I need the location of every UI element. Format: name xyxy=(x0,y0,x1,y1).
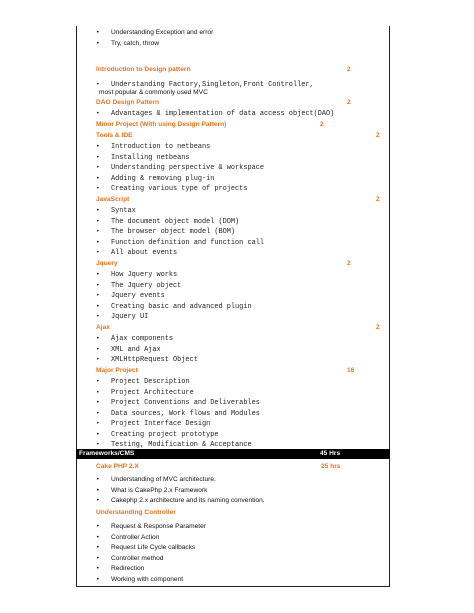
list-item-text: Advantages & implementation of data access object(DAO) xyxy=(111,110,335,118)
list-item xyxy=(77,312,389,322)
frameworks-title: Frameworks/CMS xyxy=(79,450,135,457)
bullet-icon: • xyxy=(96,185,100,192)
bullet-icon: • xyxy=(96,441,100,448)
bullet-icon: • xyxy=(96,207,100,214)
list-item-text: Syntax xyxy=(111,207,136,215)
list-item-text: Installing netbeans xyxy=(111,153,190,162)
list-item-text: What is CakePhp 2.x Framework xyxy=(111,486,208,494)
list-item xyxy=(77,248,389,258)
list-item-text: Data sources, Work flows and Modules xyxy=(111,409,260,418)
list-item xyxy=(77,533,389,543)
bullet-icon: • xyxy=(96,523,100,530)
list-item xyxy=(77,270,389,280)
section-title: Minor Project (With using Design Pattern) xyxy=(96,121,227,128)
bullet-icon: • xyxy=(96,554,100,562)
bullet-icon: • xyxy=(96,575,100,583)
bullet-icon: • xyxy=(96,565,100,572)
list-item xyxy=(77,345,389,355)
section-heading xyxy=(77,65,389,75)
section-heading xyxy=(77,98,389,108)
bullet-icon: • xyxy=(96,164,100,171)
list-item-text: Project Description xyxy=(111,378,190,386)
list-item-text: XML and Ajax xyxy=(111,345,161,354)
section-hours: 2 xyxy=(376,324,380,331)
bullet-icon: • xyxy=(96,238,100,246)
list-item-text: Try, catch, throw xyxy=(111,40,159,47)
bullet-icon: • xyxy=(96,313,100,320)
section-heading xyxy=(77,462,389,472)
list-item-text: Adding & removing plug-in xyxy=(111,174,215,183)
bullet-icon: • xyxy=(96,430,100,438)
list-item xyxy=(77,142,389,152)
list-item xyxy=(77,217,389,227)
list-item-text: Testing, Modification & Acceptance xyxy=(111,441,252,449)
list-item xyxy=(77,39,389,49)
section-heading xyxy=(77,195,389,205)
bullet-icon: • xyxy=(96,409,100,417)
list-item xyxy=(77,522,389,532)
list-item-text: Introduction to netbeans xyxy=(111,143,211,151)
list-item xyxy=(77,575,389,585)
list-item-text: Ajax components xyxy=(111,335,174,343)
section-heading xyxy=(77,259,389,269)
list-item-text: Project Architecture xyxy=(111,388,194,397)
bullet-icon: • xyxy=(96,399,100,406)
section-hours: 2 xyxy=(320,121,324,128)
section-title: Ajax xyxy=(96,324,110,331)
section-hours: 2 xyxy=(347,66,351,73)
list-item xyxy=(77,496,389,506)
section-title: Major Project xyxy=(96,367,138,374)
list-item-text: Request Life Cycle callbacks xyxy=(111,544,196,551)
list-item-continuation xyxy=(77,88,389,98)
list-item-text: Jquery events xyxy=(111,292,165,300)
bullet-icon: • xyxy=(96,476,100,483)
list-item xyxy=(77,227,389,237)
list-item xyxy=(77,475,389,485)
bullet-icon: • xyxy=(96,420,100,427)
list-item-text: The Jquery object xyxy=(111,281,182,290)
list-item-text: How Jquery works xyxy=(111,271,178,279)
section-hours: 2 xyxy=(376,132,380,139)
bullet-icon: • xyxy=(96,356,100,363)
section-hours: 2 xyxy=(376,196,380,203)
list-item-text: All about events xyxy=(111,249,178,257)
bullet-icon: • xyxy=(96,292,100,299)
list-item xyxy=(77,28,389,38)
list-item xyxy=(77,543,389,553)
bullet-icon: • xyxy=(96,174,100,182)
list-item-text: Working with component xyxy=(111,575,184,583)
list-item xyxy=(77,238,389,248)
bullet-icon: • xyxy=(96,345,100,353)
list-item xyxy=(77,281,389,291)
section-title: DAO Design Pattern xyxy=(96,99,160,106)
list-item-text: Request & Response Parameter xyxy=(111,523,206,530)
bullet-icon: • xyxy=(96,302,100,310)
list-item xyxy=(77,388,389,398)
bullet-icon: • xyxy=(96,143,100,150)
list-item-text: Creating various type of projects xyxy=(111,185,248,193)
bullet-icon: • xyxy=(96,249,100,256)
list-item-text: Understanding Factory,Singleton,Front Controller, xyxy=(111,81,314,89)
section-title: Tools & IDE xyxy=(96,132,133,139)
list-item xyxy=(77,163,389,173)
continuation-text: most popular & commonly used MVC xyxy=(99,89,208,96)
section-hours: 25 hrs xyxy=(321,463,341,470)
section-hours: 2 xyxy=(347,260,351,267)
list-item xyxy=(77,564,389,574)
bullet-icon: • xyxy=(96,533,100,541)
list-item-text: Understanding Exception and error xyxy=(111,29,214,36)
list-item-text: Creating project prototype xyxy=(111,430,219,439)
list-item xyxy=(77,554,389,564)
list-item xyxy=(77,302,389,312)
section-heading xyxy=(77,323,389,333)
section-heading xyxy=(77,508,389,518)
list-item-text: Project Conventions and Deliverables xyxy=(111,399,260,407)
section-heading xyxy=(77,366,389,376)
list-item-text: Controller method xyxy=(111,554,164,562)
list-item xyxy=(77,419,389,429)
bullet-icon: • xyxy=(96,40,100,47)
bullet-icon: • xyxy=(96,217,100,225)
section-title: JavaScript xyxy=(96,196,130,203)
section-hours: 2 xyxy=(347,99,351,106)
list-item xyxy=(77,153,389,163)
list-item xyxy=(77,206,389,216)
bullet-icon: • xyxy=(96,335,100,342)
list-item xyxy=(77,109,389,119)
section-title: Understanding Controller xyxy=(96,509,176,516)
list-item-text: Controller Action xyxy=(111,533,160,541)
list-item xyxy=(77,398,389,408)
section-title: Introduction to Design pattern xyxy=(96,66,191,73)
list-item-text: Cakephp 2.x architecture and its naming convention. xyxy=(111,497,265,504)
bullet-icon: • xyxy=(96,497,100,504)
list-item-text: Function definition and function call xyxy=(111,238,264,247)
list-item-text: Understanding perspective & workspace xyxy=(111,164,264,172)
section-title: Cake PHP 2.X xyxy=(96,463,139,470)
bullet-icon: • xyxy=(96,388,100,396)
section-hours: 16 xyxy=(347,367,355,374)
bullet-icon: • xyxy=(96,544,100,551)
bullet-icon: • xyxy=(96,486,100,494)
list-item-text: Creating basic and advanced plugin xyxy=(111,302,252,311)
list-item xyxy=(77,377,389,387)
bullet-icon: • xyxy=(96,378,100,385)
list-item xyxy=(77,291,389,301)
bullet-icon: • xyxy=(96,29,100,36)
bullet-icon: • xyxy=(96,271,100,278)
list-item-text: Jquery UI xyxy=(111,313,149,321)
list-item xyxy=(77,430,389,440)
section-heading xyxy=(77,120,389,130)
list-item xyxy=(77,184,389,194)
list-item xyxy=(77,334,389,344)
list-item xyxy=(77,409,389,419)
list-item-text: The document object model (DOM) xyxy=(111,217,240,226)
section-heading xyxy=(77,131,389,141)
list-item-text: The browser object model (BOM) xyxy=(111,228,236,236)
list-item xyxy=(77,174,389,184)
list-item xyxy=(77,355,389,365)
list-item-text: XMLHttpRequest Object xyxy=(111,356,198,364)
list-item xyxy=(77,486,389,496)
bullet-icon: • xyxy=(96,153,100,161)
frameworks-bar xyxy=(76,449,390,459)
frameworks-hours: 45 Hrs xyxy=(320,450,341,457)
list-item-text: Project Interface Design xyxy=(111,420,211,428)
syllabus-page xyxy=(76,26,390,587)
bullet-icon: • xyxy=(96,281,100,289)
bullet-icon: • xyxy=(96,228,100,235)
section-title: Jquery xyxy=(96,260,118,267)
list-item-text: Understanding of MVC architecture. xyxy=(111,476,216,483)
bullet-icon: • xyxy=(96,81,100,88)
bullet-icon: • xyxy=(96,110,100,117)
list-item-text: Redirection xyxy=(111,565,145,572)
